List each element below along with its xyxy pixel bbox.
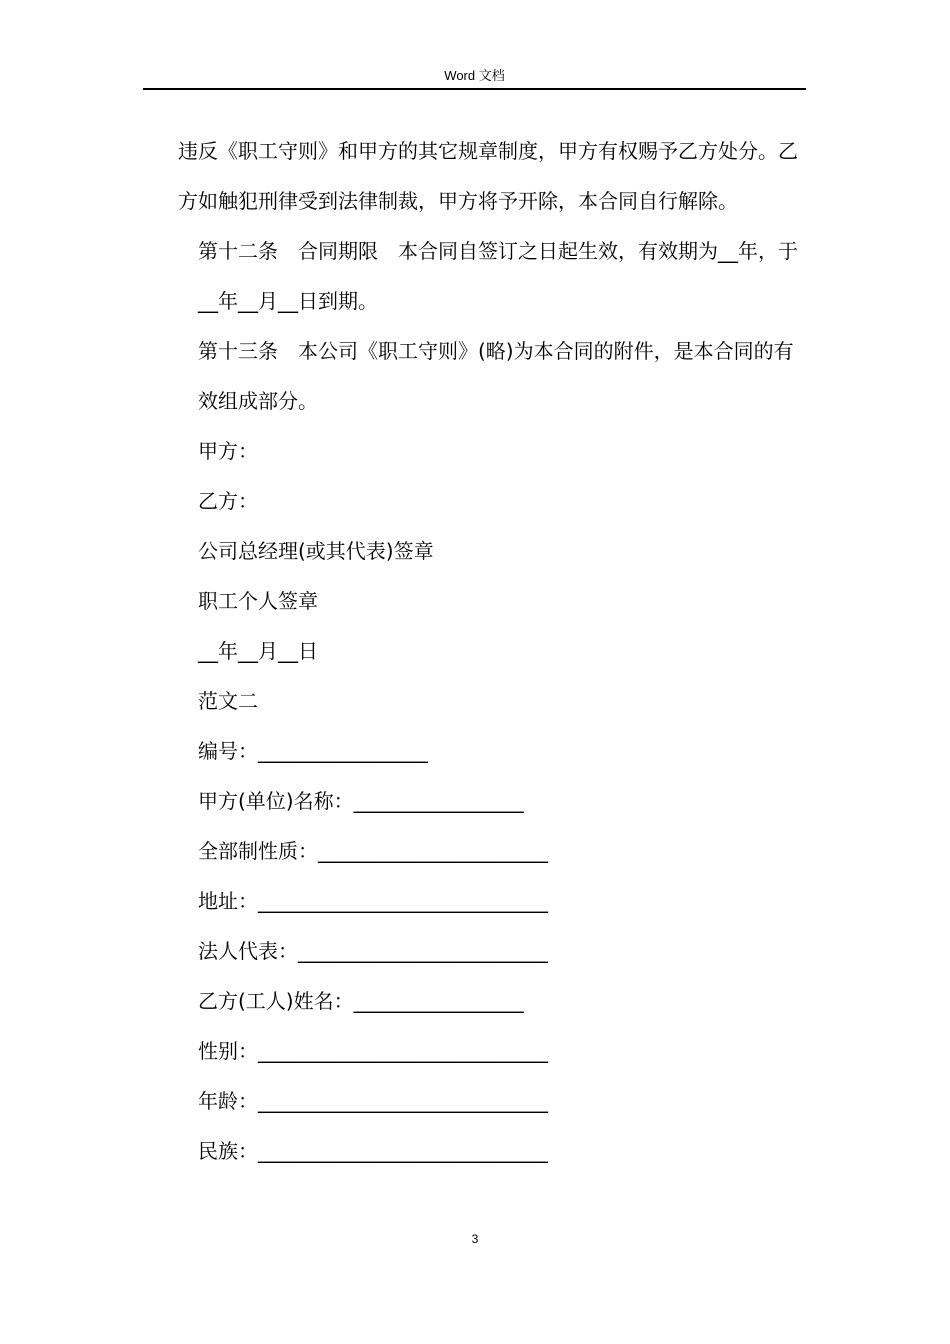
field-gender: 性别：_____________________________ <box>198 1039 548 1063</box>
field-age: 年龄：_____________________________ <box>198 1089 548 1113</box>
page-number: 3 <box>471 1232 479 1246</box>
party-a-label: 甲方： <box>198 439 258 463</box>
page-header <box>143 66 806 90</box>
field-legal-representative: 法人代表：_________________________ <box>198 939 548 963</box>
field-address: 地址：_____________________________ <box>198 889 548 913</box>
paragraph-clause-11-continuation: 违反《职工守则》和甲方的其它规章制度，甲方有权赐予乙方处分。乙方如触犯刑律受到法律制裁，甲方将予开除，本合同自行解除。 <box>178 139 798 213</box>
paragraph-clause-13: 第十三条 本公司《职工守则》(略)为本合同的附件，是本合同的有效组成部分。 <box>198 339 794 413</box>
field-number: 编号：_________________ <box>198 739 428 763</box>
document-body <box>178 126 810 1176</box>
party-b-label: 乙方： <box>198 489 258 513</box>
header-title: Word 文档 <box>444 68 505 83</box>
field-party-a-name: 甲方(单位)名称：_________________ <box>198 789 524 813</box>
paragraph-clause-12: 第十二条 合同期限 本合同自签订之日起生效，有效期为__年，于__年__月__日到期。 <box>198 239 798 313</box>
field-ethnicity: 民族：_____________________________ <box>198 1139 548 1163</box>
signature-date: __年__月__日 <box>198 639 318 663</box>
sample-two-heading: 范文二 <box>198 689 258 713</box>
field-party-b-name: 乙方(工人)姓名：_________________ <box>198 989 524 1013</box>
field-ownership-type: 全部制性质：_______________________ <box>198 839 548 863</box>
employee-signature-label: 职工个人签章 <box>198 589 318 613</box>
manager-signature-label: 公司总经理(或其代表)签章 <box>198 539 434 563</box>
